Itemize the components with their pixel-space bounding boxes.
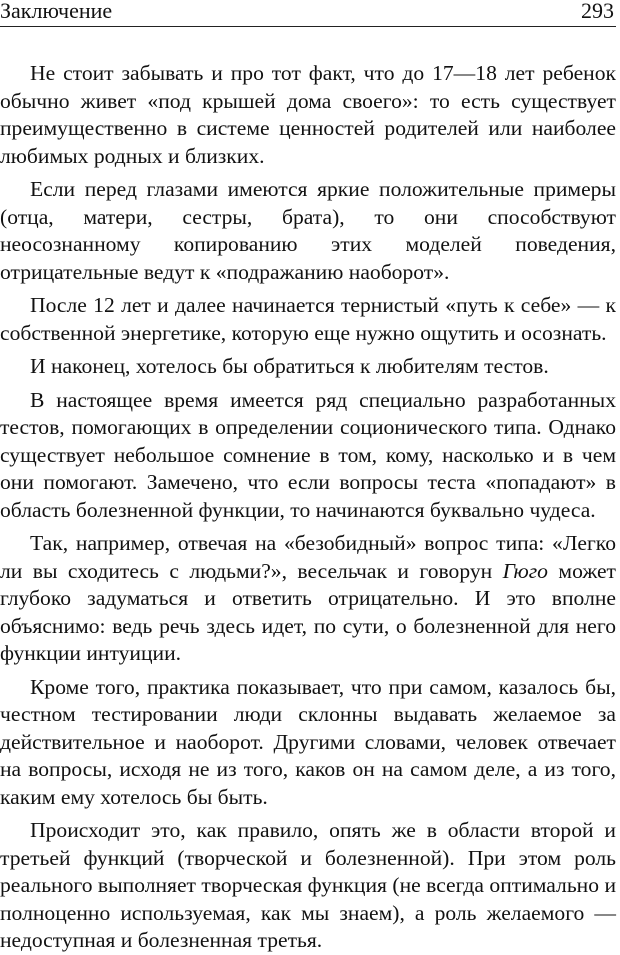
paragraph-3: После 12 лет и далее начинается тернистый «путь к себе» — к собственной энергетике, которую еще нужно ощутить и осознать. [0, 293, 616, 345]
page-body [0, 60, 616, 955]
paragraph-6-text-start: Так, например, отвечая на «безобидный» вопрос типа: «Легко ли вы сходитесь с людьми?», весельчак и говорун [0, 531, 616, 583]
paragraph-1: Не стоит забывать и про тот факт, что до 17—18 лет ребенок обычно живет «под крышей дома своего»: то есть существует преимущественно в системе ценностей родителей или наиболее любимых родных и близких. [0, 61, 616, 168]
paragraph-6-italic-name: Гюго [502, 558, 548, 583]
paragraph-8: Происходит это, как правило, опять же в области второй и третьей функций (творческой и болезненной). При этом роль реального выполняет творческая функция (не всегда оптимально и полноценно используемая, как мы знаем), а роль желаемого — недоступная и болезненная третья. [0, 818, 616, 952]
paragraph-5: В настоящее время имеется ряд специально разработанных тестов, помогающих в определении соционического типа. Однако существует небольшое сомнение в том, кому, насколько и в чем они помогают. Замечено, что если вопросы теста «попадают» в область болезненной функции, то начинаются буквально чудеса. [0, 387, 616, 522]
page-header [0, 0, 616, 27]
paragraph-7: Кроме того, практика показывает, что при самом, казалось бы, честном тестировании люди склонны выдавать желаемое за действительное и наоборот. Другими словами, человек отвечает на вопросы, исходя не из того, каков он на самом деле, а из того, каким ему хотелось бы быть. [0, 674, 616, 809]
paragraph-6-text-end: может глубоко задуматься и ответить отрицательно. И это вполне объяснимо: ведь речь здесь идет, по сути, о болезненной для него функции интуиции. [0, 558, 616, 665]
paragraph-6 [0, 530, 616, 668]
running-title: Заключение [0, 0, 113, 23]
paragraph-2: Если перед глазами имеются яркие положительные примеры (отца, матери, сестры, брата), то они способствуют неосознанному копированию этих моделей поведения, отрицательные ведут к «подражанию наоборот». [0, 177, 616, 284]
page-number: 293 [581, 0, 614, 23]
paragraph-4: И наконец, хотелось бы обратиться к любителям тестов. [30, 354, 549, 378]
